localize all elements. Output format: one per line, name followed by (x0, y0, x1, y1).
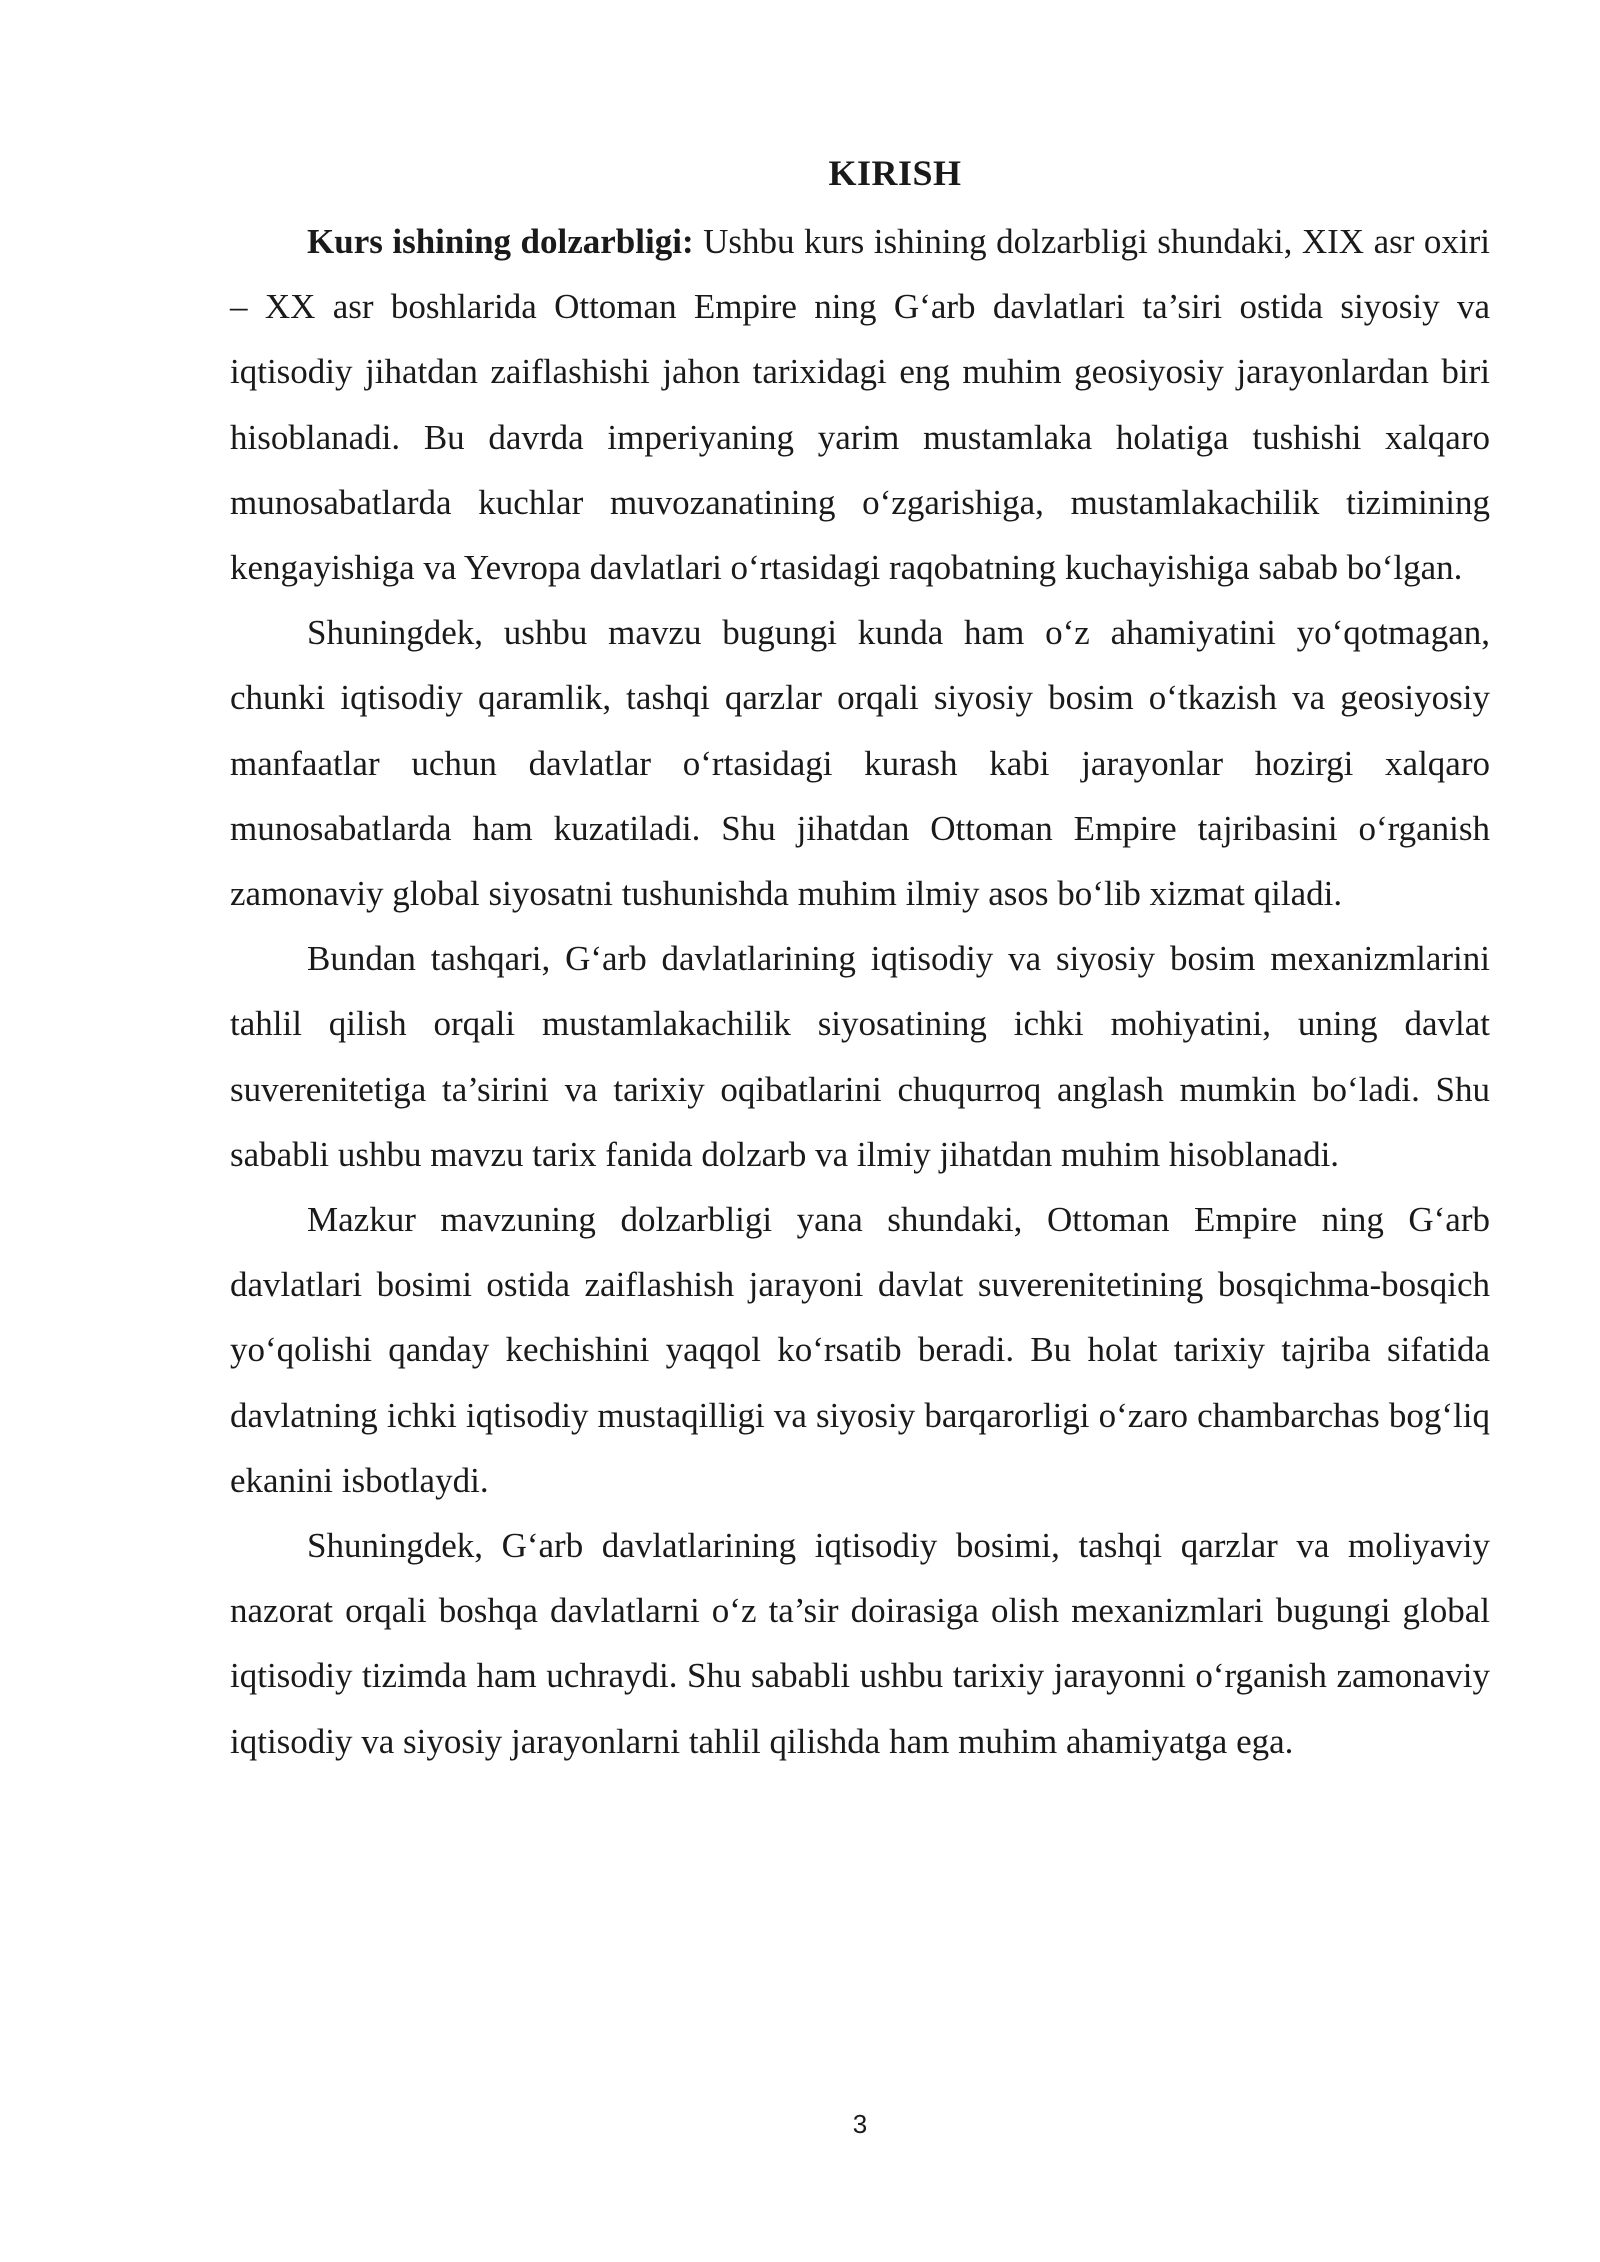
paragraph-modern-significance: Shuningdek, ushbu mavzu bugungi kunda ham o‘z ahamiyatini yo‘qotmagan, chunki iqtisodiy qaramlik, tashqi qarzlar orqali siyosiy bosim o‘tkazish va geosiyosiy manfaatlar uchun davlatlar o‘rtasidagi kurash kabi jarayonlar hozirgi xalqaro munosabatlarda ham kuzatiladi. Shu jihatdan Ottoman Empire tajribasini o‘rganish zamonaviy global siyosatni tushunishda muhim ilmiy asos bo‘lib xizmat qiladi. (230, 613, 1490, 914)
paragraph-relevance (230, 209, 1490, 600)
paragraph-analysis: Bundan tashqari, G‘arb davlatlarining iqtisodiy va siyosiy bosim mexanizmlarini tahlil qilish orqali mustamlakachilik siyosatining ichki mohiyatini, uning davlat suverenitetiga ta’sirini va tarixiy oqibatlarini chuqurroq anglash mumkin bo‘ladi. Shu sababli ushbu mavzu tarix fanida dolzarb va ilmiy jihatdan muhim hisoblanadi. (230, 939, 1490, 1174)
body-text (230, 209, 1490, 1774)
page-number: 3 (852, 2109, 868, 2139)
paragraph-sovereignty: Mazkur mavzuning dolzarbligi yana shundaki, Ottoman Empire ning G‘arb davlatlari bosimi ostida zaiflashish jarayoni davlat suverenitetining bosqichma-bosqich yo‘qolishi qanday kechishini yaqqol ko‘rsatib beradi. Bu holat tarixiy tajriba sifatida davlatning ichki iqtisodiy mustaqilligi va siyosiy barqarorligi o‘zaro chambarchas bog‘liq ekanini isbotlaydi. (230, 1200, 1490, 1500)
paragraph-global-economy: Shuningdek, G‘arb davlatlarining iqtisodiy bosimi, tashqi qarzlar va moliyaviy nazorat orqali boshqa davlatlarni o‘z ta’sir doirasiga olish mexanizmlari bugungi global iqtisodiy tizimda ham uchraydi. Shu sababli ushbu tarixiy jarayonni o‘rganish zamonaviy iqtisodiy va siyosiy jarayonlarni tahlil qilishda ham muhim ahamiyatga ega. (230, 1526, 1490, 1761)
section-heading: KIRISH (828, 153, 962, 193)
paragraph-lead: Kurs ishining dolzarbligi: (307, 222, 694, 261)
paragraph-text: Ushbu kurs ishining dolzarbligi shundaki, XIX asr oxiri – XX asr boshlarida Ottoman Empire ning G‘arb davlatlari ta’siri ostida siyosiy va iqtisodiy jihatdan zaiflashishi jahon tarixidagi eng muhim geosiyosiy jarayonlardan biri hisoblanadi. Bu davrda imperiyaning yarim mustamlaka holatiga tushishi xalqaro munosabatlarda kuchlar muvozanatining o‘zgarishiga, mustamlakachilik tizimining kengayishiga va Yevropa davlatlari o‘rtasidagi raqobatning kuchayishiga sabab bo‘lgan. (230, 222, 1490, 588)
